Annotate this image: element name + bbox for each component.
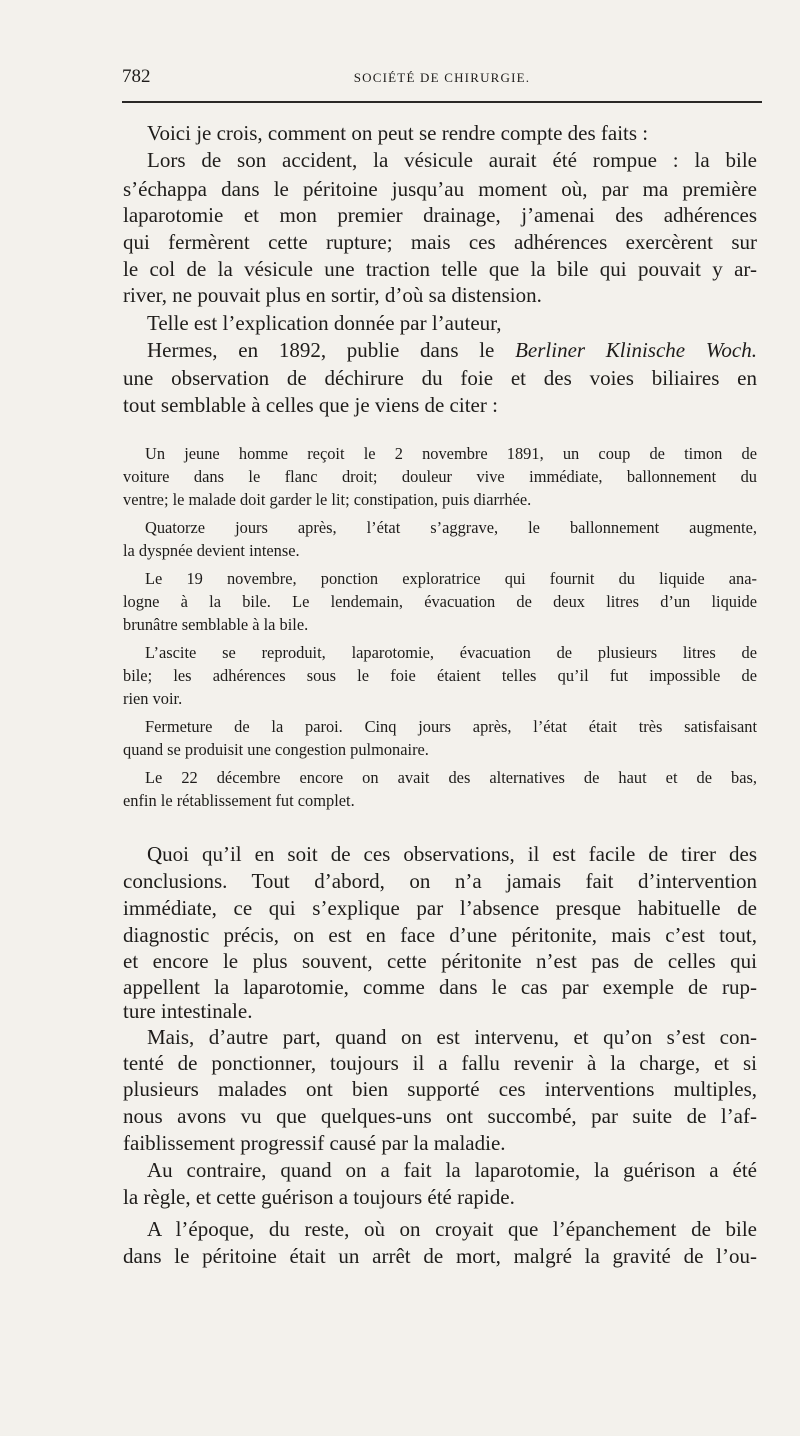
paragraph-2-line: Lors de son accident, la vésicule aurait été rompue : la bile: [147, 148, 757, 172]
page-number: 782: [122, 66, 151, 87]
case-report-line: quand se produisit une congestion pulmonaire.: [123, 740, 429, 759]
journal-title: Berliner Klinische Woch.: [515, 338, 757, 362]
paragraph-7-line: la règle, et cette guérison a toujours été rapide.: [123, 1185, 515, 1209]
case-report-line: la dyspnée devient intense.: [123, 541, 300, 560]
paragraph-2-line: laparotomie et mon premier drainage, j’amenai des adhérences: [123, 203, 757, 227]
paragraph-5-line: appellent la laparotomie, comme dans le cas par exemple de rup-: [123, 975, 757, 999]
case-report-line: Un jeune homme reçoit le 2 novembre 1891, un coup de timon de: [145, 444, 757, 463]
paragraph-6-line: Mais, d’autre part, quand on est intervenu, et qu’on s’est con-: [147, 1025, 757, 1049]
case-report-line: bile; les adhérences sous le foie étaient telles qu’il fut impossible de: [123, 666, 757, 685]
paragraph-2-line: river, ne pouvait plus en sortir, d’où sa distension.: [123, 283, 542, 307]
paragraph-8-line: dans le péritoine était un arrêt de mort, malgré la gravité de l’ou-: [123, 1244, 757, 1268]
paragraph-4-line: une observation de déchirure du foie et des voies biliaires en: [123, 366, 757, 390]
case-report-line: enfin le rétablissement fut complet.: [123, 791, 355, 810]
paragraph-6-line: plusieurs malades ont bien supporté ces interventions multiples,: [123, 1077, 757, 1101]
paragraph-5-line: conclusions. Tout d’abord, on n’a jamais fait d’intervention: [123, 869, 757, 893]
case-report-line: Le 22 décembre encore on avait des alternatives de haut et de bas,: [145, 768, 757, 787]
paragraph-4-text: Hermes, en 1892, publie dans le: [147, 338, 516, 362]
paragraph-5-line: diagnostic précis, on est en face d’une péritonite, mais c’est tout,: [123, 923, 757, 947]
case-report-line: voiture dans le flanc droit; douleur vive immédiate, ballonnement du: [123, 467, 757, 486]
paragraph-8-line: A l’époque, du reste, où on croyait que l’épanchement de bile: [147, 1217, 757, 1241]
case-report-line: Quatorze jours après, l’état s’aggrave, le ballonnement augmente,: [145, 518, 757, 537]
paragraph-2-line: s’échappa dans le péritoine jusqu’au moment où, par ma première: [123, 177, 757, 201]
running-title: SOCIÉTÉ DE CHIRURGIE.: [353, 70, 531, 85]
paragraph-2-line: le col de la vésicule une traction telle que la bile qui pouvait y ar-: [123, 257, 757, 281]
paragraph-5-line: Quoi qu’il en soit de ces observations, il est facile de tirer des: [147, 842, 757, 866]
paragraph-5-line: immédiate, ce qui s’explique par l’absence presque habituelle de: [123, 896, 757, 920]
paragraph-6-line: faiblissement progressif causé par la maladie.: [123, 1131, 506, 1155]
case-report-line: rien voir.: [123, 689, 183, 708]
paragraph-3-line: Telle est l’explication donnée par l’auteur,: [147, 311, 502, 335]
paragraph-4-line: [147, 338, 757, 363]
case-report-line: Le 19 novembre, ponction exploratrice qui fournit du liquide ana-: [145, 569, 757, 588]
paragraph-1-line: Voici je crois, comment on peut se rendre compte des faits :: [147, 121, 649, 145]
case-report-line: Fermeture de la paroi. Cinq jours après, l’état était très satisfaisant: [145, 717, 757, 736]
case-report-line: L’ascite se reproduit, laparotomie, évacuation de plusieurs litres de: [145, 643, 757, 662]
paragraph-5-line: ture intestinale.: [123, 999, 253, 1023]
paragraph-7-line: Au contraire, quand on a fait la laparotomie, la guérison a été: [147, 1158, 757, 1182]
paragraph-4-line: tout semblable à celles que je viens de citer :: [123, 393, 498, 417]
case-report-line: ventre; le malade doit garder le lit; constipation, puis diarrhée.: [123, 490, 532, 509]
paragraph-2-line: qui fermèrent cette rupture; mais ces adhérences exercèrent sur: [123, 230, 757, 254]
paragraph-6-line: tenté de ponctionner, toujours il a fallu revenir à la charge, et si: [123, 1051, 757, 1075]
paragraph-5-line: et encore le plus souvent, cette péritonite n’est pas de celles qui: [123, 949, 757, 973]
case-report-line: brunâtre semblable à la bile.: [123, 615, 309, 634]
paragraph-6-line: nous avons vu que quelques-uns ont succombé, par suite de l’af-: [123, 1104, 757, 1128]
case-report-line: logne à la bile. Le lendemain, évacuation de deux litres d’un liquide: [123, 592, 757, 611]
